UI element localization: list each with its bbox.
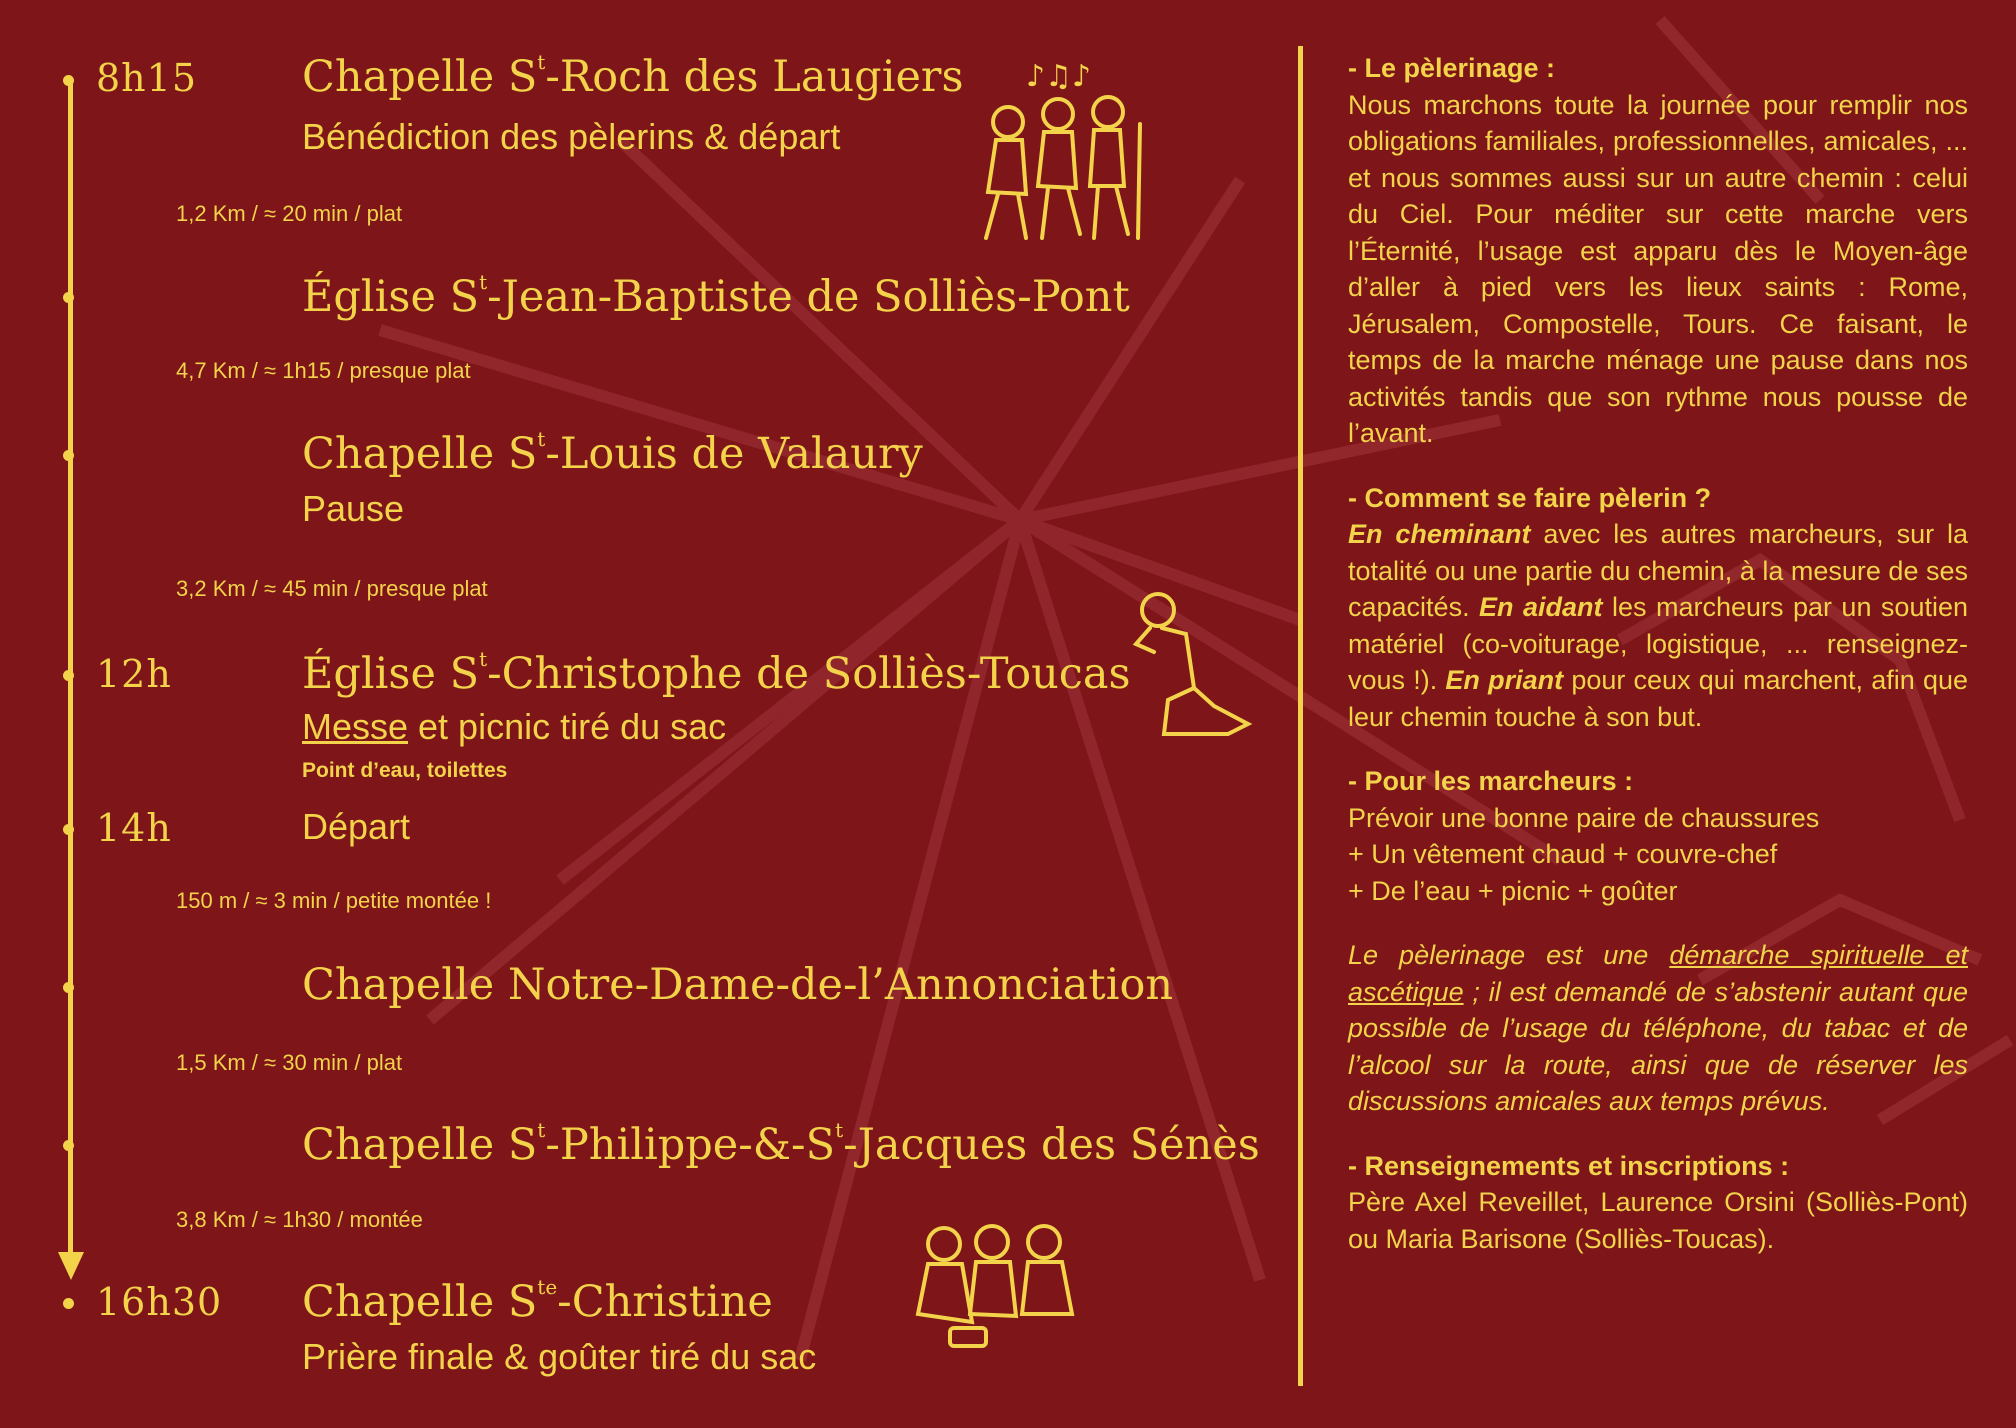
timeline-dot — [63, 75, 74, 86]
stop-place: Église $S^t-Jean$-Baptiste de Solliès-Pont — [302, 270, 1130, 322]
marcheurs-section — [1348, 763, 1968, 909]
section-line: + De l’eau + picnic + goûter — [1348, 875, 1678, 906]
svg-text:♪♫♪: ♪♫♪ — [1026, 62, 1092, 94]
stop-time: 12h — [96, 652, 172, 696]
stop-time: 16h30 — [96, 1280, 223, 1324]
ascese-section: Le pèlerinage est une démarche spirituelle et ascétique ; il est demandé de s’abstenir autant que possible de l’usage du téléphone, du tabac et de l’alcool sur la route, ainsi que de réserver les discussions amicales aux temps prévus. — [1348, 940, 1968, 1116]
leg-distance: 4,7 Km / ≈ 1h15 / presque plat — [176, 358, 471, 383]
stop-subtitle: Bénédiction des pèlerins & départ — [302, 116, 841, 157]
stop-time: 14h — [96, 806, 172, 850]
stop-subtitle: Prière finale & goûter tiré du sac — [302, 1336, 817, 1377]
timeline-dot — [63, 292, 74, 303]
section-line: Prévoir une bonne paire de chaussures — [1348, 802, 1820, 833]
timeline-dot — [63, 982, 74, 993]
section-title: - Pour les marcheurs : — [1348, 766, 1634, 796]
stop-place: Chapelle $S^{te}$-Christine — [302, 1275, 773, 1327]
timeline-arrow-icon — [58, 1252, 84, 1280]
stop-place: Église $S^t$-Christophe de Solliès-Toucas — [302, 647, 1131, 699]
timeline-line — [68, 78, 73, 1258]
leg-distance: 1,5 Km / ≈ 30 min / plat — [176, 1050, 403, 1075]
timeline-dot — [63, 1140, 74, 1151]
stop-note: Point d’eau, toilettes — [302, 759, 508, 782]
section-text: Nous marchons toute la journée pour remplir nos obligations familiales, professionnelles, amicales, ... et nous sommes aussi sur un autre chemin : celui du Ciel. Pour méditer sur cette marche vers l’Éternité, l’usage est apparu dès le Moyen-âge d’aller à pied vers les lieux saints : Rome, Jérusalem, Compostelle, Tours. Ce faisant, le temps de la marche ménage une pause dans nos activités tandis que son rythme nous pousse de l’avant. — [1348, 89, 1968, 448]
section-title: - Comment se faire pèlerin ? — [1348, 482, 1712, 513]
timeline-dot — [63, 824, 74, 835]
stop-place: Chapelle $S^t$-Louis de Valaury — [302, 427, 923, 479]
stop-place: Départ — [302, 806, 411, 847]
leg-distance: 150 m / ≈ 3 min / petite montée ! — [176, 888, 492, 913]
stop-subtitle: Pause — [302, 488, 405, 529]
timeline-dot — [63, 670, 74, 681]
leg-distance: 3,2 Km / ≈ 45 min / presque plat — [176, 576, 488, 601]
stop-place: Chapelle $S^t$-Roch des Laugiers — [302, 50, 964, 102]
spiritual-link: démarche spirituelle et ascétique — [1348, 940, 1968, 1007]
stop-place: Chapelle $S^t-Philippe-\&-S^t$-Jacques des Sénès — [302, 1118, 1260, 1170]
contact-section — [1348, 1148, 1968, 1258]
stop-place: Chapelle Notre-Dame-de-l’Annonciation — [302, 960, 1174, 1010]
info-column — [1348, 50, 1968, 1257]
section-title: - Le pèlerinage : — [1348, 53, 1556, 83]
comment-section: - Comment se faire pèlerin ? En cheminant avec les autres marcheurs, sur la totalité ou une partie du chemin, à la mesure de ses capacités. En aidant les marcheurs par un soutien matériel (co-voiturage, logistique, ... renseignez-vous !). En priant pour ceux qui marchent, afin que leur chemin touche à son but. — [1348, 480, 1968, 736]
praying-man-illustration — [1128, 588, 1256, 746]
leg-distance: 3,8 Km / ≈ 1h30 / montée — [176, 1207, 423, 1232]
pilgrims-walking-illustration — [968, 62, 1154, 247]
stop-time: 8h15 — [96, 56, 198, 100]
mass-link: Messe — [302, 706, 409, 747]
section-text: Père Axel Reveillet, Laurence Orsini (Solliès-Pont) ou Maria Barisone (Solliès-Toucas). — [1348, 1187, 1968, 1254]
stop-subtitle: Messe et picnic tiré du sac — [302, 706, 727, 747]
section-line: + Un vêtement chaud + couvre-chef — [1348, 839, 1778, 869]
pelerinage-section — [1348, 50, 1968, 452]
column-divider — [1298, 46, 1303, 1386]
leg-distance: 1,2 Km / ≈ 20 min / plat — [176, 201, 403, 226]
timeline-dot — [63, 1298, 74, 1309]
section-title: - Renseignements et inscriptions : — [1348, 1150, 1790, 1181]
timeline-dot — [63, 450, 74, 461]
picnic-group-illustration — [910, 1218, 1082, 1356]
